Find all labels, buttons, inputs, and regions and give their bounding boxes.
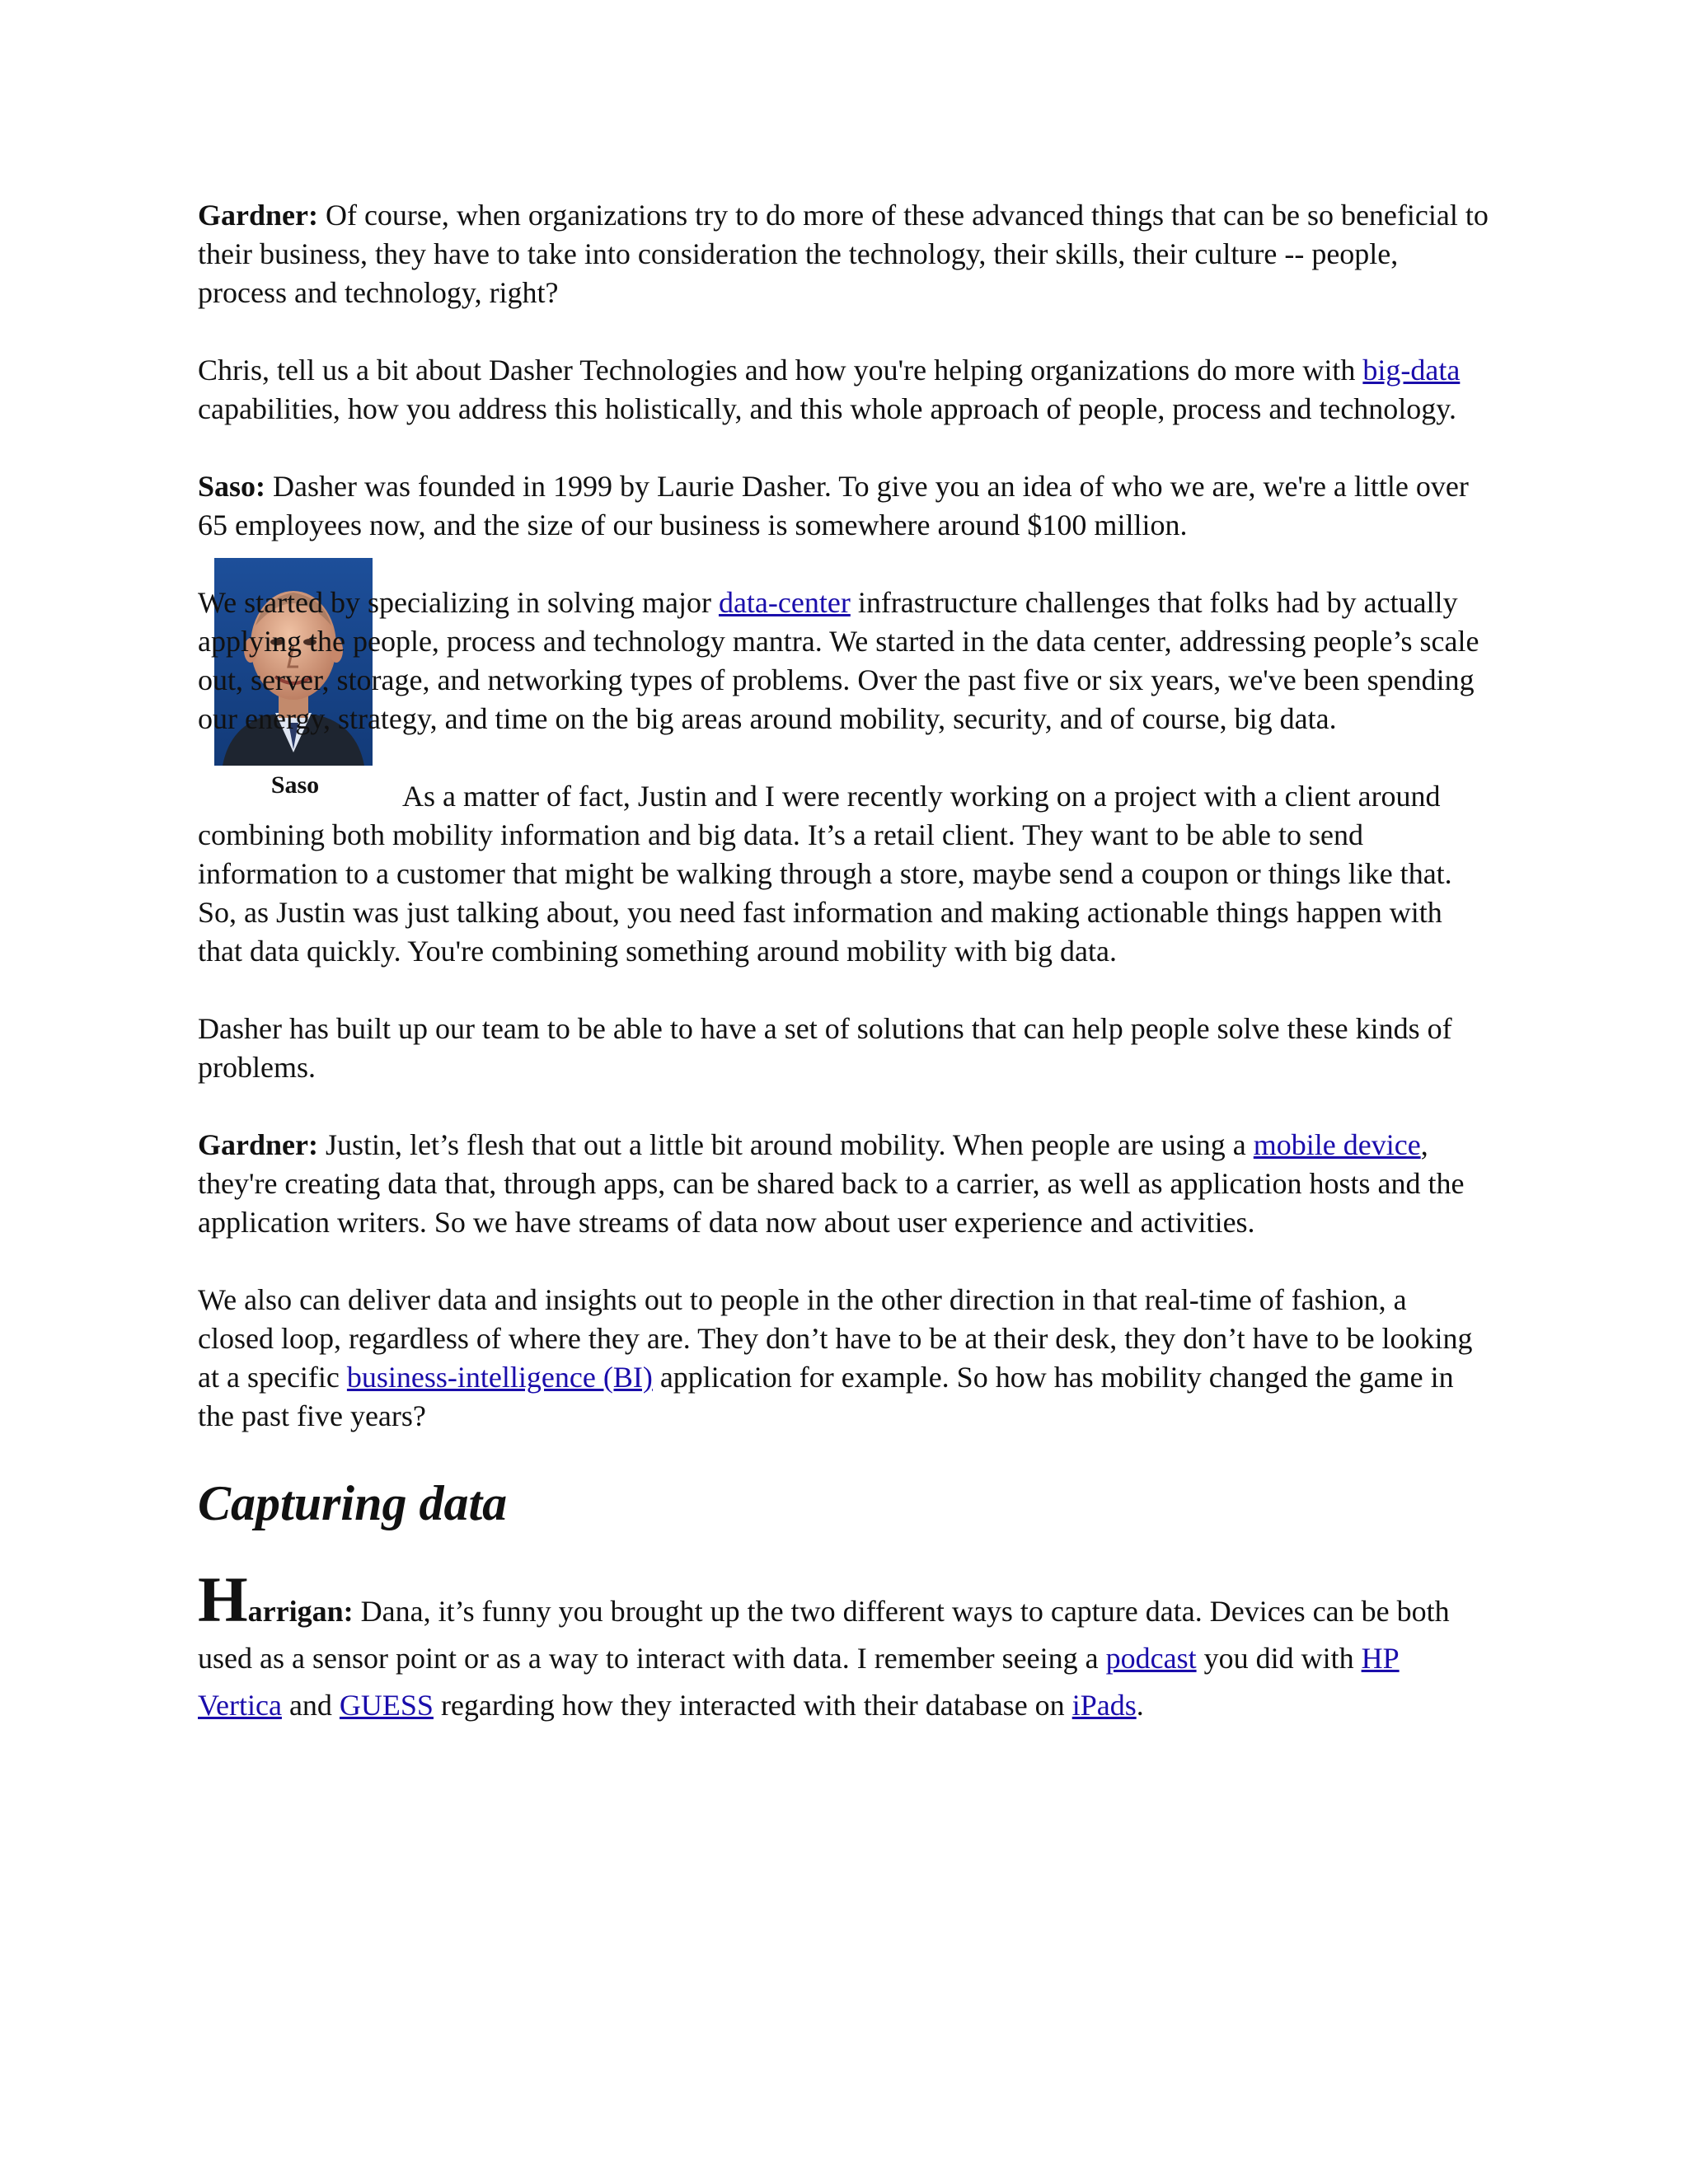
speaker-name: arrigan: bbox=[247, 1595, 354, 1628]
link-mobile-device[interactable]: mobile device bbox=[1253, 1128, 1421, 1161]
link-hp-vertica[interactable]: HP Vertica bbox=[198, 1642, 1400, 1722]
photo-caption: Saso bbox=[270, 771, 320, 799]
paragraph-text: Of course, when organizations try to do more of these advanced things that can be so beneficial to their business, they have to take into consideration the technology, their skills, their culture -- people, process and technology, right? bbox=[198, 199, 1489, 309]
paragraph-retail-project bbox=[198, 777, 1489, 971]
paragraph-saso-founding bbox=[198, 467, 1489, 545]
paragraph-deliver-insights bbox=[198, 1281, 1489, 1436]
paragraph-gardner-intro bbox=[198, 196, 1489, 312]
paragraph-text: We also can deliver data and insights out to people in the other direction in that real-time of fashion, a closed loop, regardless of where they are. They don’t have to be at their desk, they don’t have to be looking at a specific bbox=[198, 1283, 1473, 1394]
paragraph-text: Chris, tell us a bit about Dasher Technologies and how you're helping organizations do more with bbox=[198, 354, 1363, 387]
paragraph-text: you did with bbox=[1196, 1642, 1362, 1675]
paragraph-text: As a matter of fact, Justin and I were recently working on a project with a client around combining both mobility information and big data. It’s a retail client. They want to be able to send information to a customer that might be walking through a store, maybe send a coupon or things like that. So, as Justin was just talking about, you need fast information and making actionable things happen with that data quickly. You're combining something around mobility with big data. bbox=[198, 780, 1452, 968]
article-body bbox=[198, 196, 1489, 1768]
link-business-intelligence[interactable]: business-intelligence (BI) bbox=[346, 1361, 653, 1394]
link-data-center[interactable]: data-center bbox=[718, 586, 851, 619]
paragraph-dasher-team bbox=[198, 1010, 1489, 1087]
paragraph-data-center bbox=[198, 583, 1489, 738]
paragraph-text: . bbox=[1136, 1689, 1144, 1722]
speaker-name: Saso: bbox=[198, 470, 266, 503]
paragraph-text: regarding how they interacted with their database on bbox=[433, 1689, 1072, 1722]
paragraph-question-dasher bbox=[198, 351, 1489, 429]
link-podcast[interactable]: podcast bbox=[1105, 1642, 1197, 1675]
paragraph-text: Dasher was founded in 1999 by Laurie Dasher. To give you an idea of who we are, we're a little over 65 employees now, and the size of our business is somewhere around $100 million. bbox=[198, 470, 1469, 541]
speaker-name: Gardner: bbox=[198, 1128, 318, 1161]
paragraph-text: We started by specializing in solving major bbox=[198, 586, 719, 619]
speaker-name: Gardner: bbox=[198, 199, 318, 232]
paragraph-text: and bbox=[281, 1689, 340, 1722]
paragraph-text: Dasher has built up our team to be able to have a set of solutions that can help people solve these kinds of problems. bbox=[198, 1012, 1452, 1084]
paragraph-text: Dana, it’s funny you brought up the two different ways to capture data. Devices can be both used as a sensor point or as a way to interact with data. I remember seeing a bbox=[198, 1595, 1450, 1675]
paragraph-harrigan bbox=[198, 1563, 1489, 1729]
paragraph-text: capabilities, how you address this holistically, and this whole approach of people, process and technology. bbox=[198, 392, 1456, 425]
paragraph-gardner-mobility bbox=[198, 1126, 1489, 1242]
drop-cap-letter: H bbox=[198, 1563, 248, 1635]
paragraph-text: infrastructure challenges that folks had by actually applying the people, process and technology mantra. We started in the data center, addressing people’s scale out, server, storage, and networking types of problems. Over the past five or six years, we've been spending our energy, strategy, and time on the big areas around mobility, security, and of course, big data. bbox=[198, 586, 1479, 735]
paragraph-text: , they're creating data that, through apps, can be shared back to a carrier, as well as application hosts and the application writers. So we have streams of data now about user experience and activities. bbox=[198, 1128, 1465, 1239]
link-guess[interactable]: GUESS bbox=[339, 1689, 434, 1722]
paragraph-text: application for example. So how has mobility changed the game in the past five years? bbox=[198, 1361, 1454, 1432]
section-heading: Capturing data bbox=[198, 1476, 508, 1530]
link-ipads[interactable]: iPads bbox=[1071, 1689, 1137, 1722]
link-big-data[interactable]: big-data bbox=[1362, 354, 1461, 387]
paragraph-text: Justin, let’s flesh that out a little bit around mobility. When people are using a bbox=[317, 1128, 1254, 1161]
